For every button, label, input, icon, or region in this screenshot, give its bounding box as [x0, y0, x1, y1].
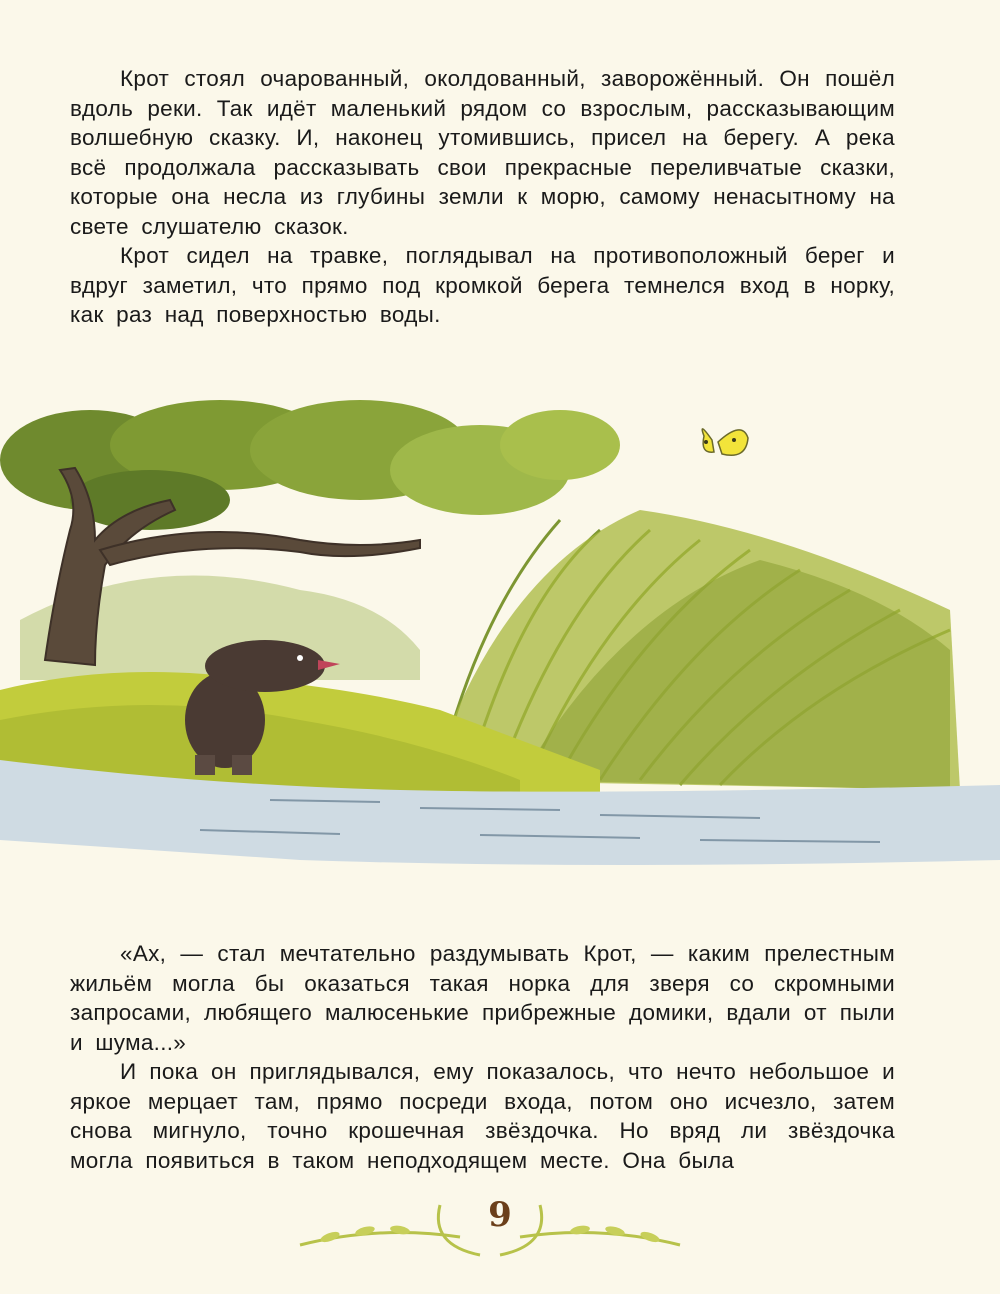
text-block-top	[70, 64, 895, 330]
text-block-bottom	[70, 939, 895, 1175]
river-illustration	[0, 390, 1000, 890]
paragraph: Крот стоял очарованный, околдованный, заворожённый. Он пошёл вдоль реки. Так идёт маленький рядом со взрослым, рассказывающим волшебную сказку. И, наконец утомившись, присел на берегу. А река всё продолжала рассказывать свои прекрасные переливчатые сказки, которые она несла из глубины земли к морю, самому ненасытному на свете слушателю сказок.	[70, 66, 895, 239]
paragraph: «Ах, — стал мечтательно раздумывать Крот, — каким прелестным жильём могла бы оказаться такая норка для зверя со скромными запросами, любящего малюсенькие прибрежные домики, вдали от пыли и шума...»	[70, 941, 895, 1055]
paragraph: Крот сидел на травке, поглядывал на противоположный берег и вдруг заметил, что прямо под кромкой берега темнелся вход в норку, как раз над поверхностью воды.	[70, 243, 895, 327]
page-number: 9	[488, 1195, 512, 1235]
paragraph: И пока он приглядывался, ему показалось, что нечто небольшое и яркое мерцает там, прямо посреди входа, потом оно исчезло, затем снова мигнуло, точно крошечная звёздочка. Но вряд ли звёздочка могла появиться в таком неподходящем месте. Она была	[70, 1059, 895, 1173]
